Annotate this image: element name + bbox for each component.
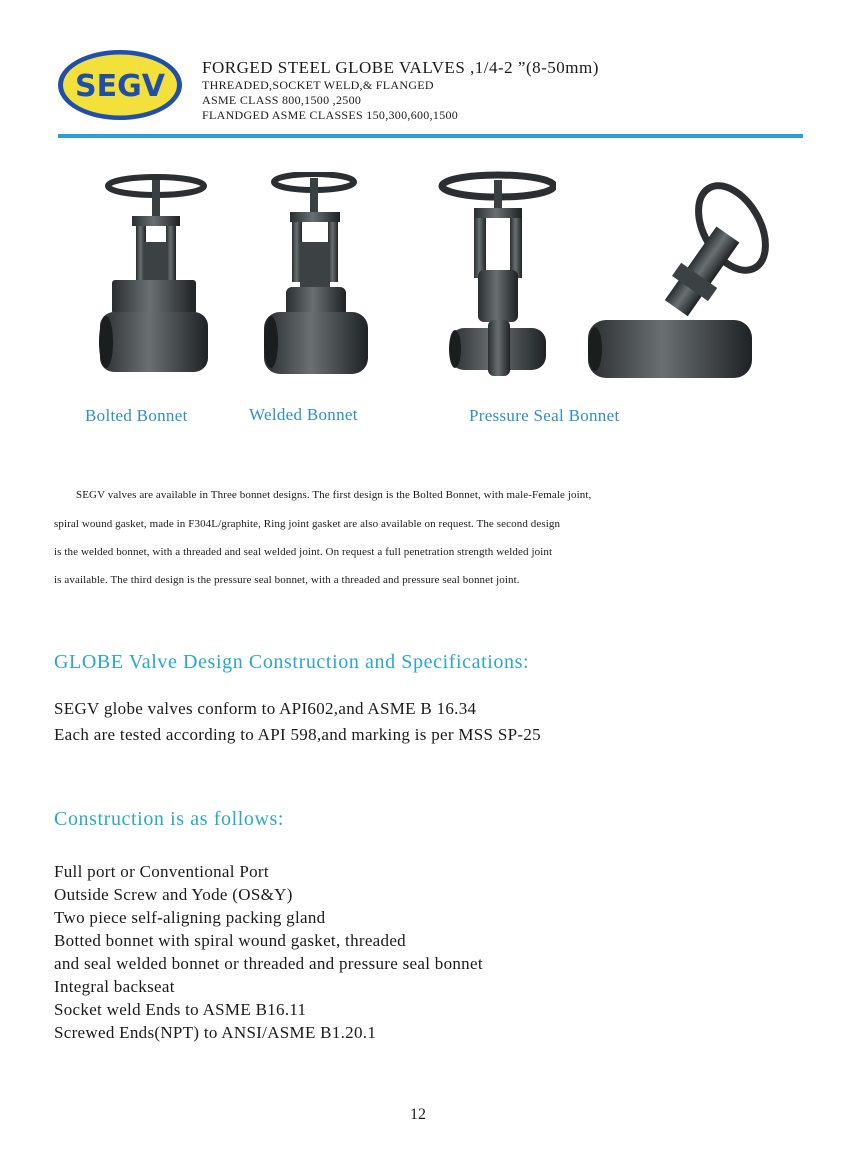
y-pattern-valve-image <box>582 180 774 386</box>
segv-logo <box>56 48 184 122</box>
globe-heading: GLOBE Valve Design Construction and Specifications: <box>54 651 530 673</box>
caption-bolted-bonnet: Bolted Bonnet <box>85 406 188 425</box>
pressure-seal-bonnet-valve-image <box>436 170 556 382</box>
globe-line-2: Each are tested according to API 598,and marking is per MSS SP-25 <box>54 725 541 744</box>
intro-line-3: is the welded bonnet, with a threaded and seal welded joint. On request a full penetration strength welded joint <box>54 546 553 558</box>
construction-item: Integral backseat <box>54 977 175 996</box>
intro-line-4: is available. The third design is the pressure seal bonnet, with a threaded and pressure seal bonnet joint. <box>54 574 520 586</box>
welded-bonnet-valve-image <box>262 172 374 380</box>
caption-welded-bonnet: Welded Bonnet <box>249 405 358 424</box>
page-number: 12 <box>410 1106 426 1123</box>
construction-item: Botted bonnet with spiral wound gasket, threaded <box>54 931 406 950</box>
construction-item: Socket weld Ends to ASME B16.11 <box>54 1000 307 1019</box>
intro-line-1: SEGV valves are available in Three bonnet designs. The first design is the Bolted Bonnet, with male-Female joint, <box>76 489 592 501</box>
construction-item: and seal welded bonnet or threaded and pressure seal bonnet <box>54 954 483 973</box>
caption-pressure-seal-bonnet: Pressure Seal Bonnet <box>469 406 620 425</box>
logo-text: SEGV <box>75 69 165 104</box>
construction-item: Outside Screw and Yode (OS&Y) <box>54 885 293 904</box>
bolted-bonnet-valve-image <box>98 172 210 380</box>
construction-item: Full port or Conventional Port <box>54 862 269 881</box>
header-line-2: ASME CLASS 800,1500 ,2500 <box>202 93 362 107</box>
header-line-3: FLANDGED ASME CLASSES 150,300,600,1500 <box>202 108 459 122</box>
construction-heading: Construction is as follows: <box>54 808 285 830</box>
construction-item: Screwed Ends(NPT) to ANSI/ASME B1.20.1 <box>54 1023 377 1042</box>
globe-line-1: SEGV globe valves conform to API602,and ASME B 16.34 <box>54 699 477 718</box>
construction-item: Two piece self-aligning packing gland <box>54 908 326 927</box>
header-line-1: THREADED,SOCKET WELD,& FLANGED <box>202 78 434 92</box>
intro-line-2: spiral wound gasket, made in F304L/graphite, Ring joint gasket are also available on request. The second design <box>54 518 561 530</box>
header-rule <box>58 134 803 138</box>
header-title: FORGED STEEL GLOBE VALVES ,1/4-2 ”(8-50mm) <box>202 58 599 77</box>
